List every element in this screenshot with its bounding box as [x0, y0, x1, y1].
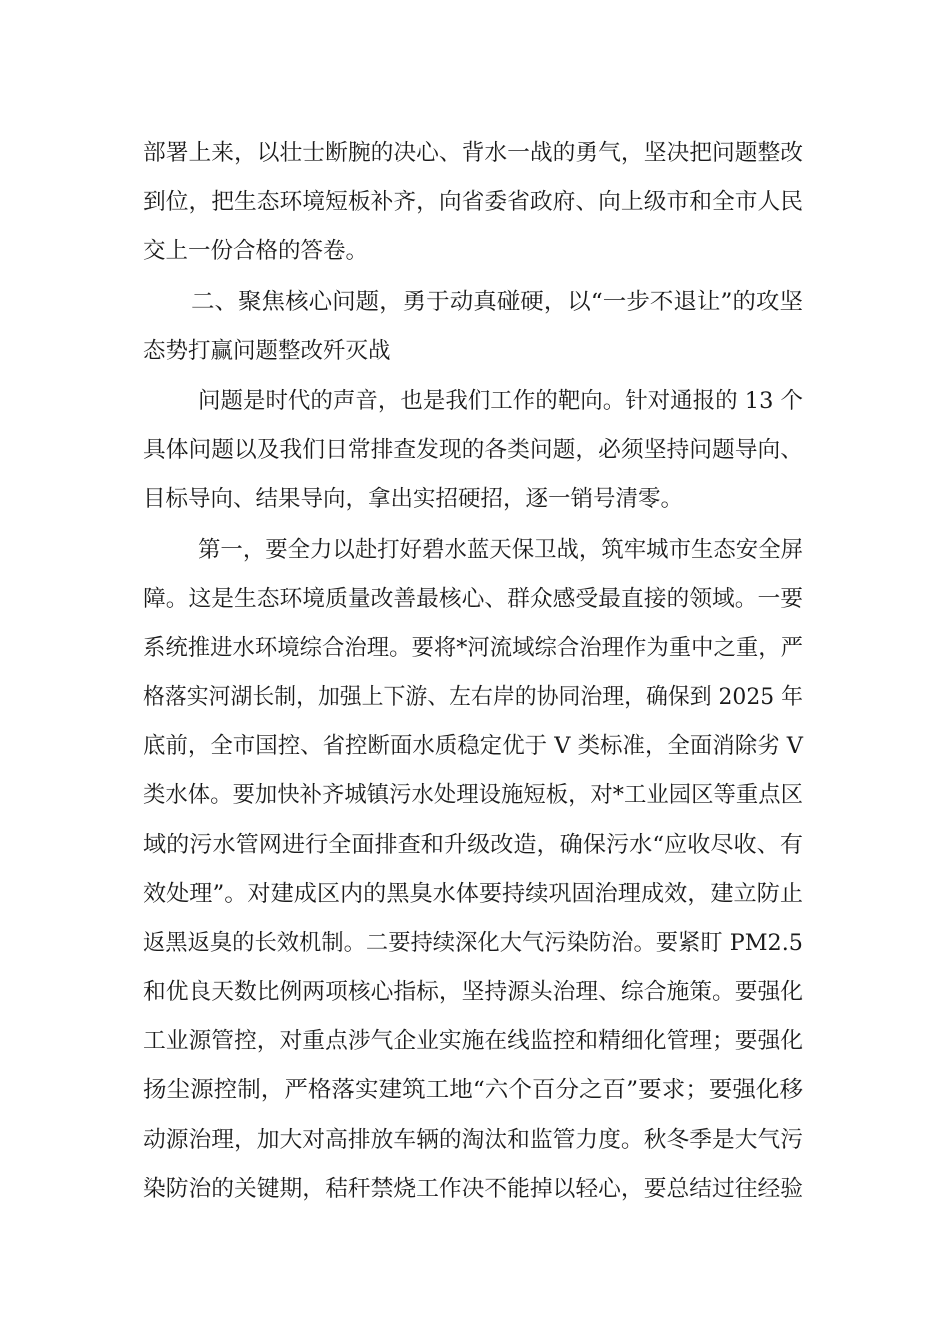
- body-text-line: [0, 633, 950, 663]
- body-text-line: [0, 138, 950, 168]
- body-text-line: [0, 780, 950, 810]
- line-text: 交上一份合格的答卷。: [143, 238, 369, 264]
- body-text-line: [0, 236, 950, 266]
- body-text-line: [0, 830, 950, 860]
- body-text-line: [0, 879, 950, 909]
- body-text-line: [0, 682, 950, 712]
- body-text-line: [0, 731, 950, 761]
- line-text: 态势打赢问题整改歼灭战: [143, 338, 391, 364]
- body-text-line: [0, 977, 950, 1007]
- body-text-line: [0, 535, 950, 565]
- line-text: 工业源管控，对重点涉气企业实施在线监控和精细化管理；要强化: [143, 1028, 804, 1054]
- line-text: 返黑返臭的长效机制。二要持续深化大气污染防治。要紧盯 PM2.5: [143, 930, 803, 956]
- body-text-line: [0, 1125, 950, 1155]
- body-text-line: [0, 1075, 950, 1105]
- line-text: 二、聚焦核心问题，勇于动真碰硬，以“一步不退让”的攻坚: [191, 289, 803, 315]
- body-text-line: [0, 1026, 950, 1056]
- heading-line: [0, 336, 950, 366]
- line-text: 和优良天数比例两项核心指标，坚持源头治理、综合施策。要强化: [143, 979, 804, 1005]
- line-text: 具体问题以及我们日常排查发现的各类问题，必须坚持问题导向、: [143, 437, 804, 463]
- line-text: 问题是时代的声音，也是我们工作的靶向。针对通报的 13 个: [198, 388, 804, 414]
- body-text-line: [0, 584, 950, 614]
- line-text: 效处理”。对建成区内的黑臭水体要持续巩固治理成效，建立防止: [143, 881, 803, 907]
- body-text-line: [0, 187, 950, 217]
- line-text: 动源治理，加大对高排放车辆的淘汰和监管力度。秋冬季是大气污: [143, 1127, 804, 1153]
- body-text-line: [0, 386, 950, 416]
- line-text: 格落实河湖长制，加强上下游、左右岸的协同治理，确保到 2025 年: [143, 684, 803, 710]
- body-text-line: [0, 435, 950, 465]
- body-text-line: [0, 1174, 950, 1204]
- line-text: 系统推进水环境综合治理。要将*河流域综合治理作为重中之重，严: [143, 635, 803, 661]
- line-text: 底前，全市国控、省控断面水质稳定优于 V 类标准，全面消除劣 V: [143, 733, 804, 759]
- heading-line: [0, 287, 950, 317]
- line-text: 域的污水管网进行全面排查和升级改造，确保污水“应收尽收、有: [143, 832, 803, 858]
- line-text: 目标导向、结果导向，拿出实招硬招，逐一销号清零。: [143, 486, 684, 512]
- line-text: 染防治的关键期，秸秆禁烧工作决不能掉以轻心，要总结过往经验: [143, 1176, 804, 1202]
- body-text-line: [0, 928, 950, 958]
- line-text: 扬尘源控制，严格落实建筑工地“六个百分之百”要求；要强化移: [143, 1077, 804, 1103]
- line-text: 类水体。要加快补齐城镇污水处理设施短板，对*工业园区等重点区: [143, 782, 803, 808]
- line-text: 障。这是生态环境质量改善最核心、群众感受最直接的领域。一要: [143, 586, 804, 612]
- line-text: 第一，要全力以赴打好碧水蓝天保卫战，筑牢城市生态安全屏: [198, 537, 804, 563]
- line-text: 到位，把生态环境短板补齐，向省委省政府、向上级市和全市人民: [143, 189, 804, 215]
- line-text: 部署上来，以壮士断腕的决心、背水一战的勇气，坚决把问题整改: [143, 140, 804, 166]
- body-text-line: [0, 484, 950, 514]
